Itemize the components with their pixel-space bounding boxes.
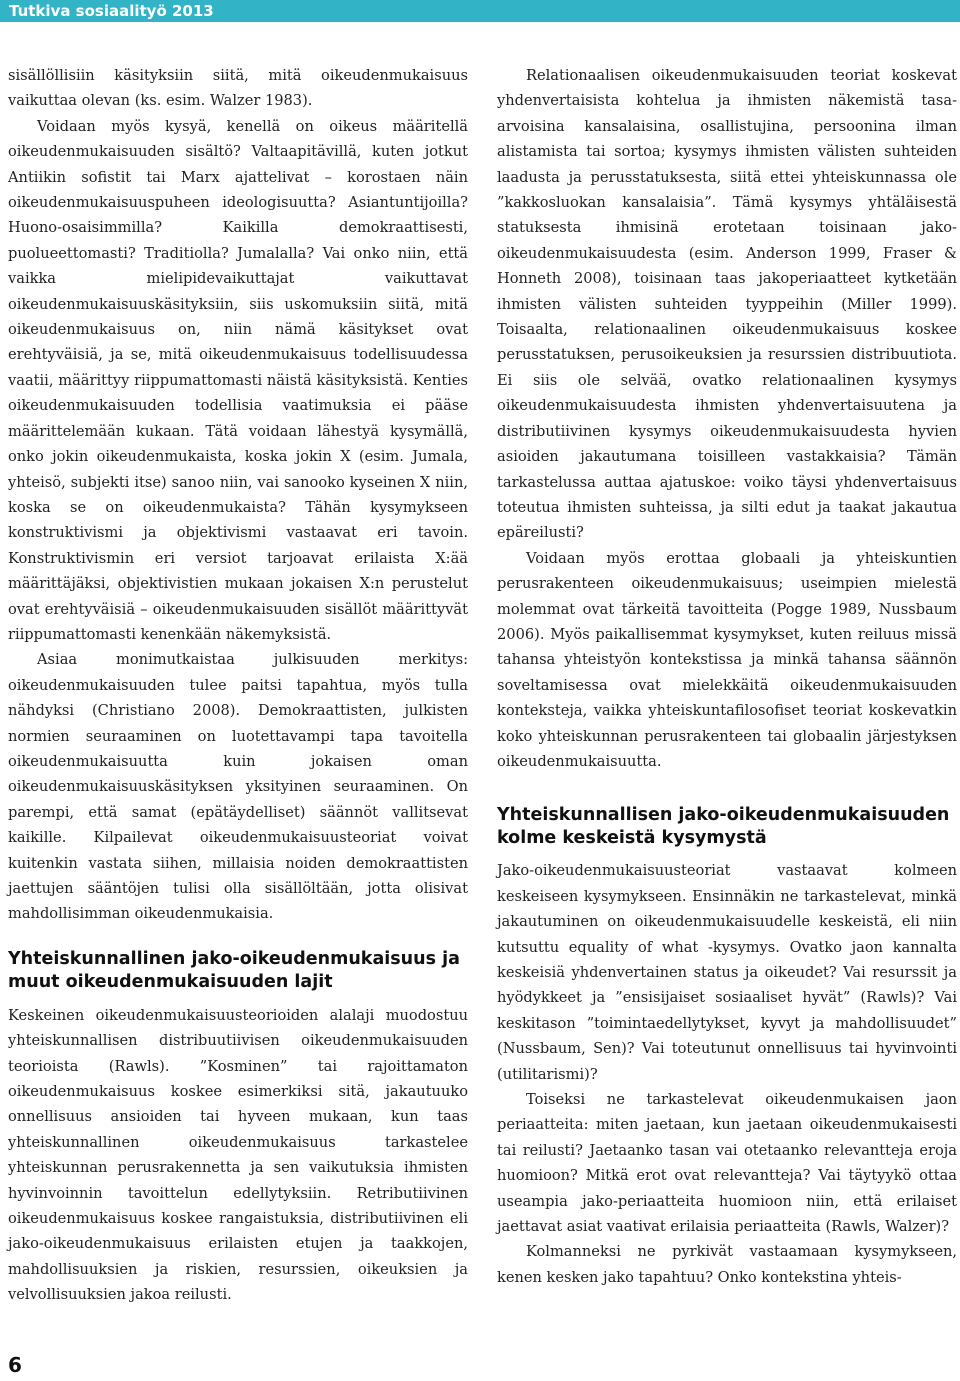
right-paragraph-1: Relationaalisen oikeudenmukaisuuden teoriat koskevat yhdenvertaisista kohtelua ja ihmisten näkemistä tasa-arvoisina kansalaisina, osallistujina, persoonina ilman alistamista tai sortoa; kysymys ihmisten välisten suhteiden laadusta ja perusstatuksesta, siitä ettei yhteiskunnassa ole ”kakkosluokan kansalaisia”. Tämä kysymys yhtäläisestä statuksesta ihmisinä erotetaan toisinaan jako-oikeudenmukaisuudesta (esim. Anderson 1999, Fraser & Honneth 2008), toisinaan taas jakoperiaatteet kytketään ihmisten välisten suhteiden tyyppeihin (Miller 1999). Toisaalta, relationaalinen oikeudenmukaisuus koskee perusstatuksen, perusoikeuksien ja resurssien distribuutiota. Ei siis ole selvää, ovatko relationaalinen kysymys oikeudenmukaisuudesta ihmisten yhdenvertaisuutena ja distributiivinen kysymys oikeudenmukaisuudesta hyvien asioiden jakautumana toisilleen vastakkaisia? Tämän tarkastelussa auttaa ajatuskoe: voiko täysi yhdenvertaisuus toteutua ihmisten suhteissa, ja silti edut ja taakat jakautua epäreilusti?: [497, 67, 957, 542]
right-paragraph-4: Toiseksi ne tarkastelevat oikeudenmukaisen jaon periaatteita: miten jaetaan, kun jaetaan oikeudenmukaisesti tai reilusti? Jaetaanko tasan vai otetaanko relevantteja eroja huomioon? Mitkä erot ovat relevantteja? Vai täytyykö ottaa useampia jako-periaatteita huomioon niin, että erilaiset jaettavat asiat vaativat erilaisia periaatteita (Rawls, Walzer)?: [497, 1091, 957, 1236]
page-number: 6: [8, 1353, 22, 1377]
left-paragraph-2: Voidaan myös kysyä, kenellä on oikeus määritellä oikeudenmukaisuuden sisältö? Valtaapitävillä, kuten jotkut Antiikin sofistit tai Marx ajattelivat – korostaen näin oikeudenmukaisuuspuheen ideologisuutta? Asiantuntijoilla? Huono-osaisimmilla? Kaikilla demokraattisesti, puolueettomasti? Traditiolla? Jumalalla? Vai onko niin, että vaikka mielipidevaikuttajat vaikuttavat oikeudenmukaisuuskäsityksiin, siis uskomuksiin siitä, mitä oikeudenmukaisuus on, niin nämä käsitykset ovat erehtyväisiä, ja se, mitä oikeudenmukaisuus todellisuudessa vaatii, määrittyy riippumattomasti näistä käsityksistä. Kenties oikeudenmukaisuuden todellisia vaatimuksia ei pääse määrittelemään kukaan. Tätä voidaan lähestyä kysymällä, onko jokin oikeudenmukaista, koska jokin X (esim. Jumala, yhteisö, subjekti itse) sanoo niin, vai sanooko kyseinen X niin, koska se on oikeudenmukaista? Tähän kysymykseen konstruktivismi ja objektivismi vastaavat eri tavoin. Konstruktivismin eri versiot tarjoavat erilaista X:ää määrittäjäksi, objektivistien mukaan jokaisen X:n perustelut ovat erehtyväisiä – oikeudenmukaisuuden sisällöt määrittyvät riippumattomasti kenenkään näkemyksistä.: [8, 117, 468, 643]
left-column: [8, 63, 468, 1308]
running-header-title: Tutkiva sosiaalityö 2013: [9, 2, 214, 20]
section-heading-left: Yhteiskunnallinen jako-oikeudenmukaisuus ja muut oikeudenmukaisuuden lajit: [8, 948, 460, 992]
left-paragraph-4: Keskeinen oikeudenmukaisuusteorioiden alalaji muodostuu yhteiskunnallisen distribuutiivisen oikeudenmukaisuuden teorioista (Rawls). ”Kosminen” tai rajoittamaton oikeudenmukaisuus koskee esimerkiksi sitä, jakautuuko onnellisuus ansioiden tai hyveen mukaan, kun taas yhteiskunnallinen oikeudenmukaisuus tarkastelee yhteiskunnan perusrakennetta ja sen vaikutuksia ihmisten hyvinvoinnin tavoittelun edellytyksiin. Retributiivinen oikeudenmukaisuus koskee rangaistuksia, distributiivinen eli jako-oikeudenmukaisuus erilaisten etujen ja taakkojen, mahdollisuuksien ja riskien, resurssien, oikeuksien ja velvollisuuksien jakoa reilusti.: [8, 1006, 468, 1304]
right-paragraph-3: Jako-oikeudenmukaisuusteoriat vastaavat kolmeen keskeiseen kysymykseen. Ensinnäkin ne tarkastelevat, minkä jakautuminen on oikeudenmukaisuudelle keskeistä, eli niin kutsuttu equality of what -kysymys. Ovatko jaon kannalta keskeisiä yhdenvertainen status ja oikeudet? Vai resurssit ja hyödykkeet ja ”ensisijaiset sosiaaliset hyvät” (Rawls)? Vai keskitason ”toimintaedellytykset, kyvyt ja mahdollisuudet” (Nussbaum, Sen)? Vai toteutunut onnellisuus tai hyvinvointi (utilitarismi)?: [497, 862, 957, 1083]
header-band: [0, 0, 960, 22]
right-column: [497, 63, 957, 1290]
right-paragraph-5: Kolmanneksi ne pyrkivät vastaamaan kysymykseen, kenen kesken jako tapahtuu? Onko kontekstina yhteis-: [497, 1243, 957, 1286]
section-heading-right: Yhteiskunnallisen jako-oikeudenmukaisuuden kolme keskeistä kysymystä: [497, 805, 950, 849]
left-paragraph-3: Asiaa monimutkaistaa julkisuuden merkitys: oikeudenmukaisuuden tulee paitsi tapahtua, myös tulla nähdyksi (Christiano 2008). Demokraattisten, julkisten normien seuraaminen on luotettavampi tapa tavoitella oikeudenmukaisuutta kuin jokaisen oman oikeudenmukaisuuskäsityksen yksityinen seuraaminen. On parempi, että samat (epätäydelliset) säännöt vallitsevat kaikille. Kilpailevat oikeudenmukaisuusteoriat voivat kuitenkin vastata siihen, millaisia noiden demokraattisten jaettujen sääntöjen tulisi olla sisällöltään, jotta olisivat mahdollisimman oikeudenmukaisia.: [8, 651, 468, 923]
left-paragraph-1: sisällöllisiin käsityksiin siitä, mitä oikeudenmukaisuus vaikuttaa olevan (ks. esim. Walzer 1983).: [8, 67, 468, 110]
right-paragraph-2: Voidaan myös erottaa globaali ja yhteiskuntien perusrakenteen oikeudenmukaisuus; useimpien mielestä molemmat ovat tärkeitä tavoitteita (Pogge 1989, Nussbaum 2006). Myös paikallisemmat kysymykset, kuten reiluus missä tahansa yhteistyön kontekstissa ja minkä tahansa säännön soveltamisessa ovat mielekkäitä oikeudenmukaisuuden konteksteja, vaikka yhteiskuntafilosofiset teoriat koskevatkin koko yhteiskunnan perusrakenteen tai globaalin järjestyksen oikeudenmukaisuutta.: [497, 549, 957, 770]
